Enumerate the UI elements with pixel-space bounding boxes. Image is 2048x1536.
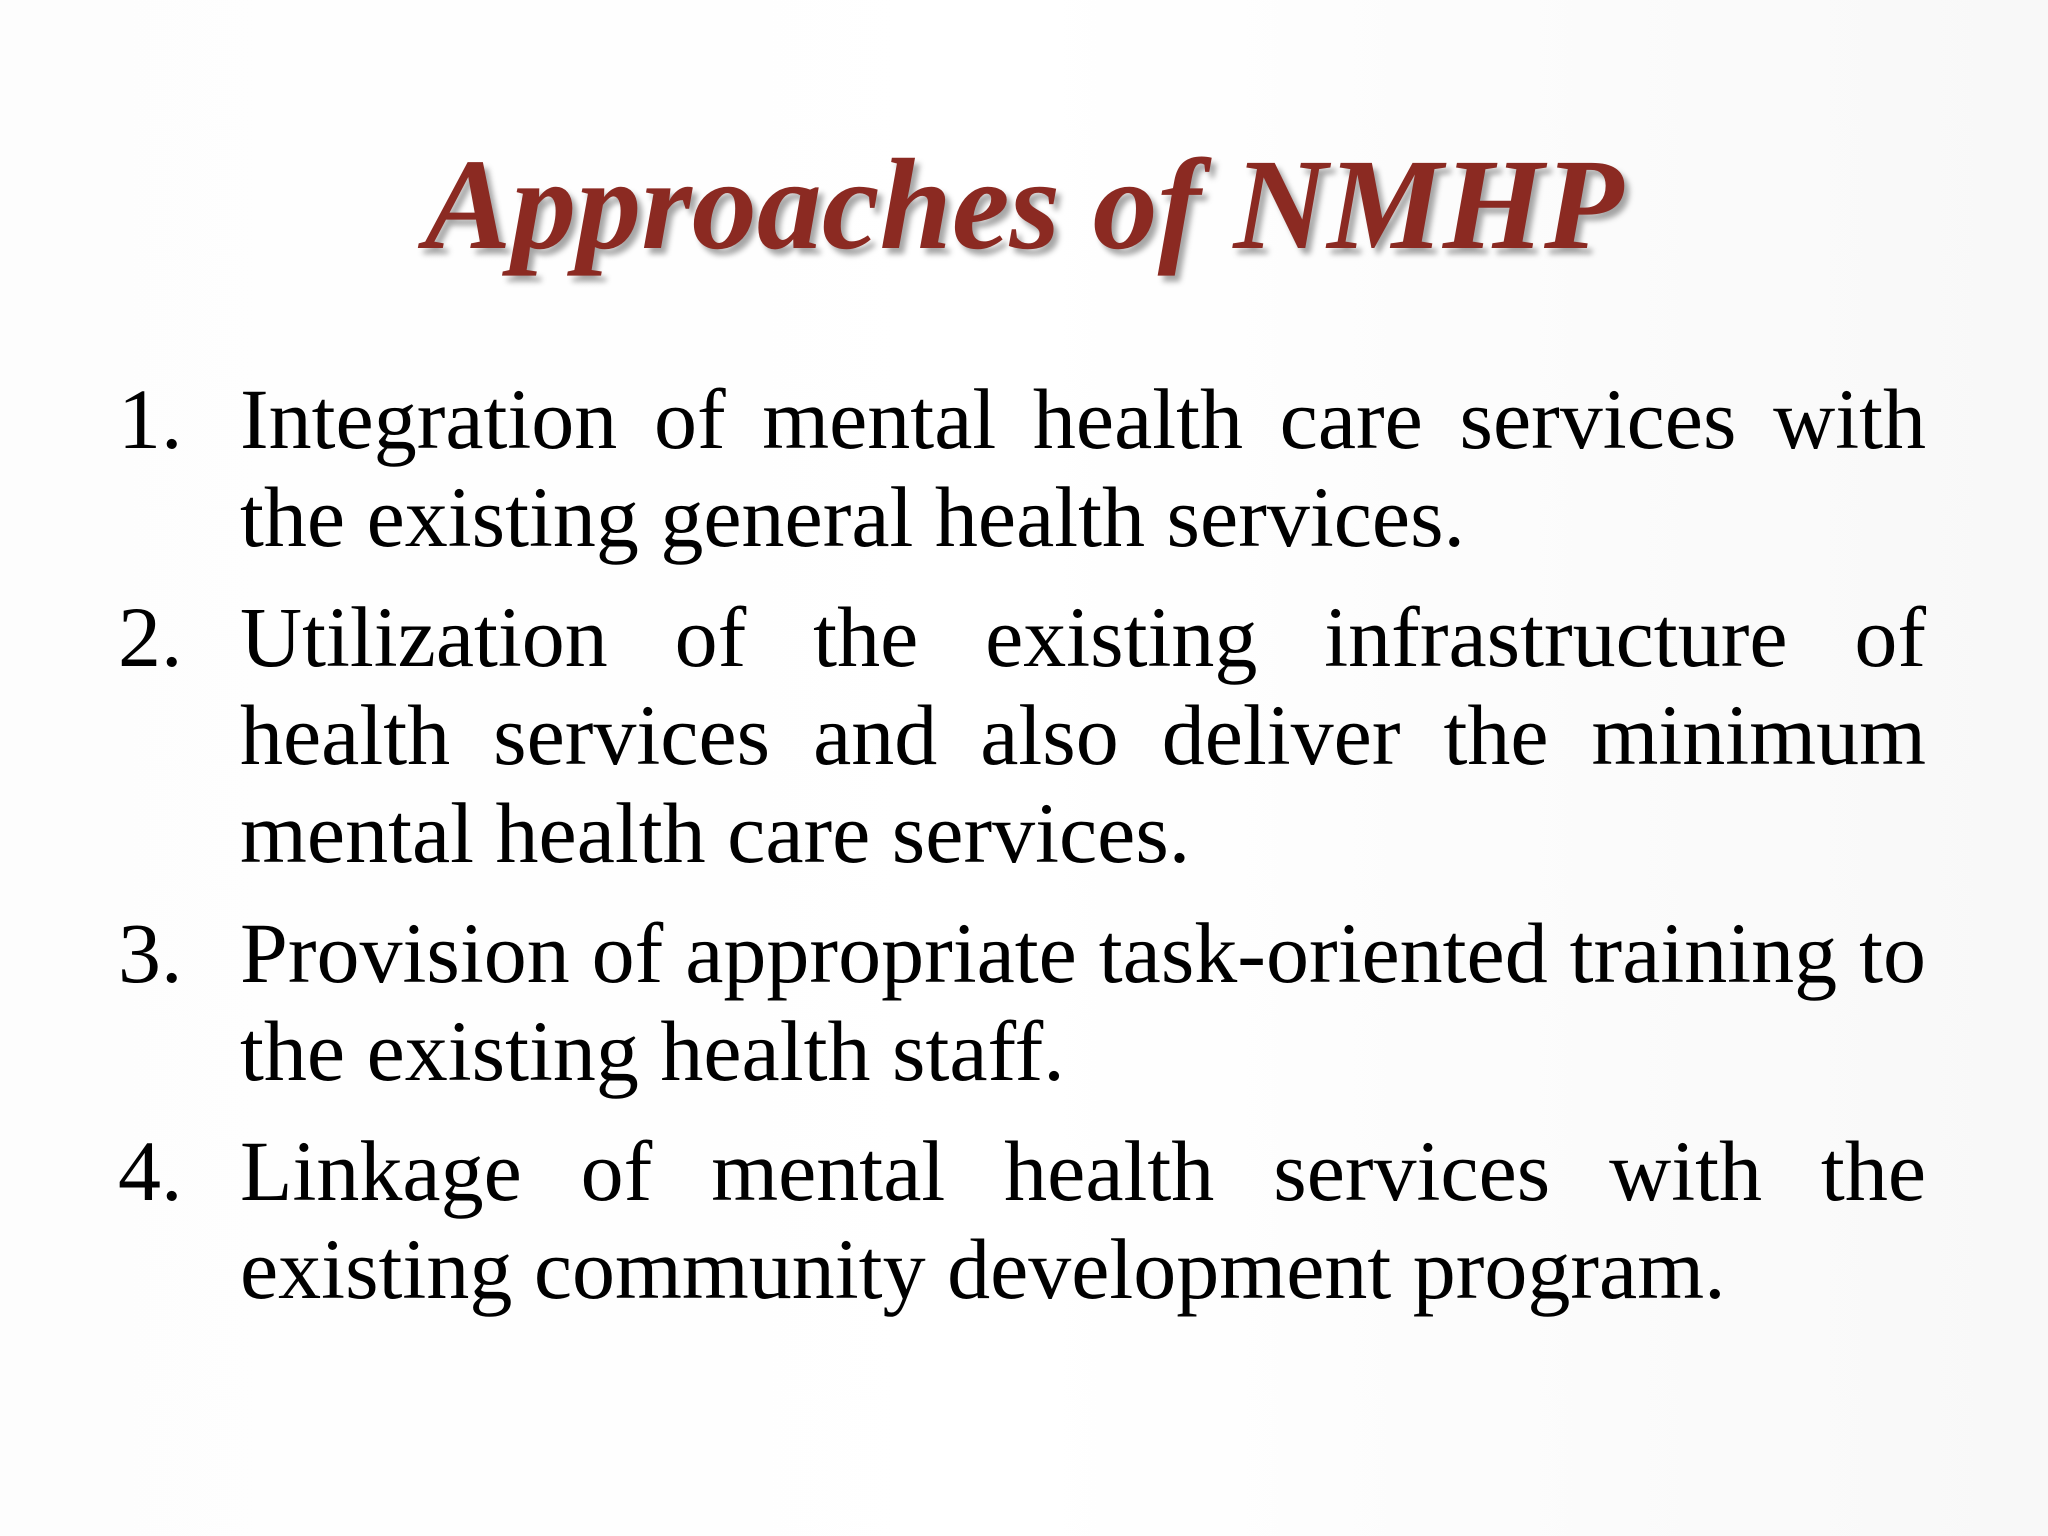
list-item-text: Integration of mental health care services with the existing general health services. bbox=[240, 371, 1926, 565]
slide-title: Approaches of NMHP bbox=[424, 133, 1624, 277]
list-item-number: 3. bbox=[118, 905, 183, 1001]
list-item-number: 1. bbox=[118, 371, 183, 467]
list-item-number: 4. bbox=[118, 1123, 183, 1219]
list-item bbox=[118, 370, 1926, 566]
list-item bbox=[118, 588, 1926, 882]
list-item-text: Utilization of the existing infrastructure of health services and also deliver the minimum mental health care services. bbox=[240, 589, 1926, 881]
list-item bbox=[118, 1122, 1926, 1318]
list-item-text: Linkage of mental health services with the existing community development program. bbox=[240, 1123, 1926, 1317]
list-item-text: Provision of appropriate task-oriented training to the existing health staff. bbox=[240, 905, 1926, 1099]
approaches-list bbox=[118, 370, 1926, 1340]
list-item-number: 2. bbox=[118, 589, 183, 685]
list-item bbox=[118, 904, 1926, 1100]
